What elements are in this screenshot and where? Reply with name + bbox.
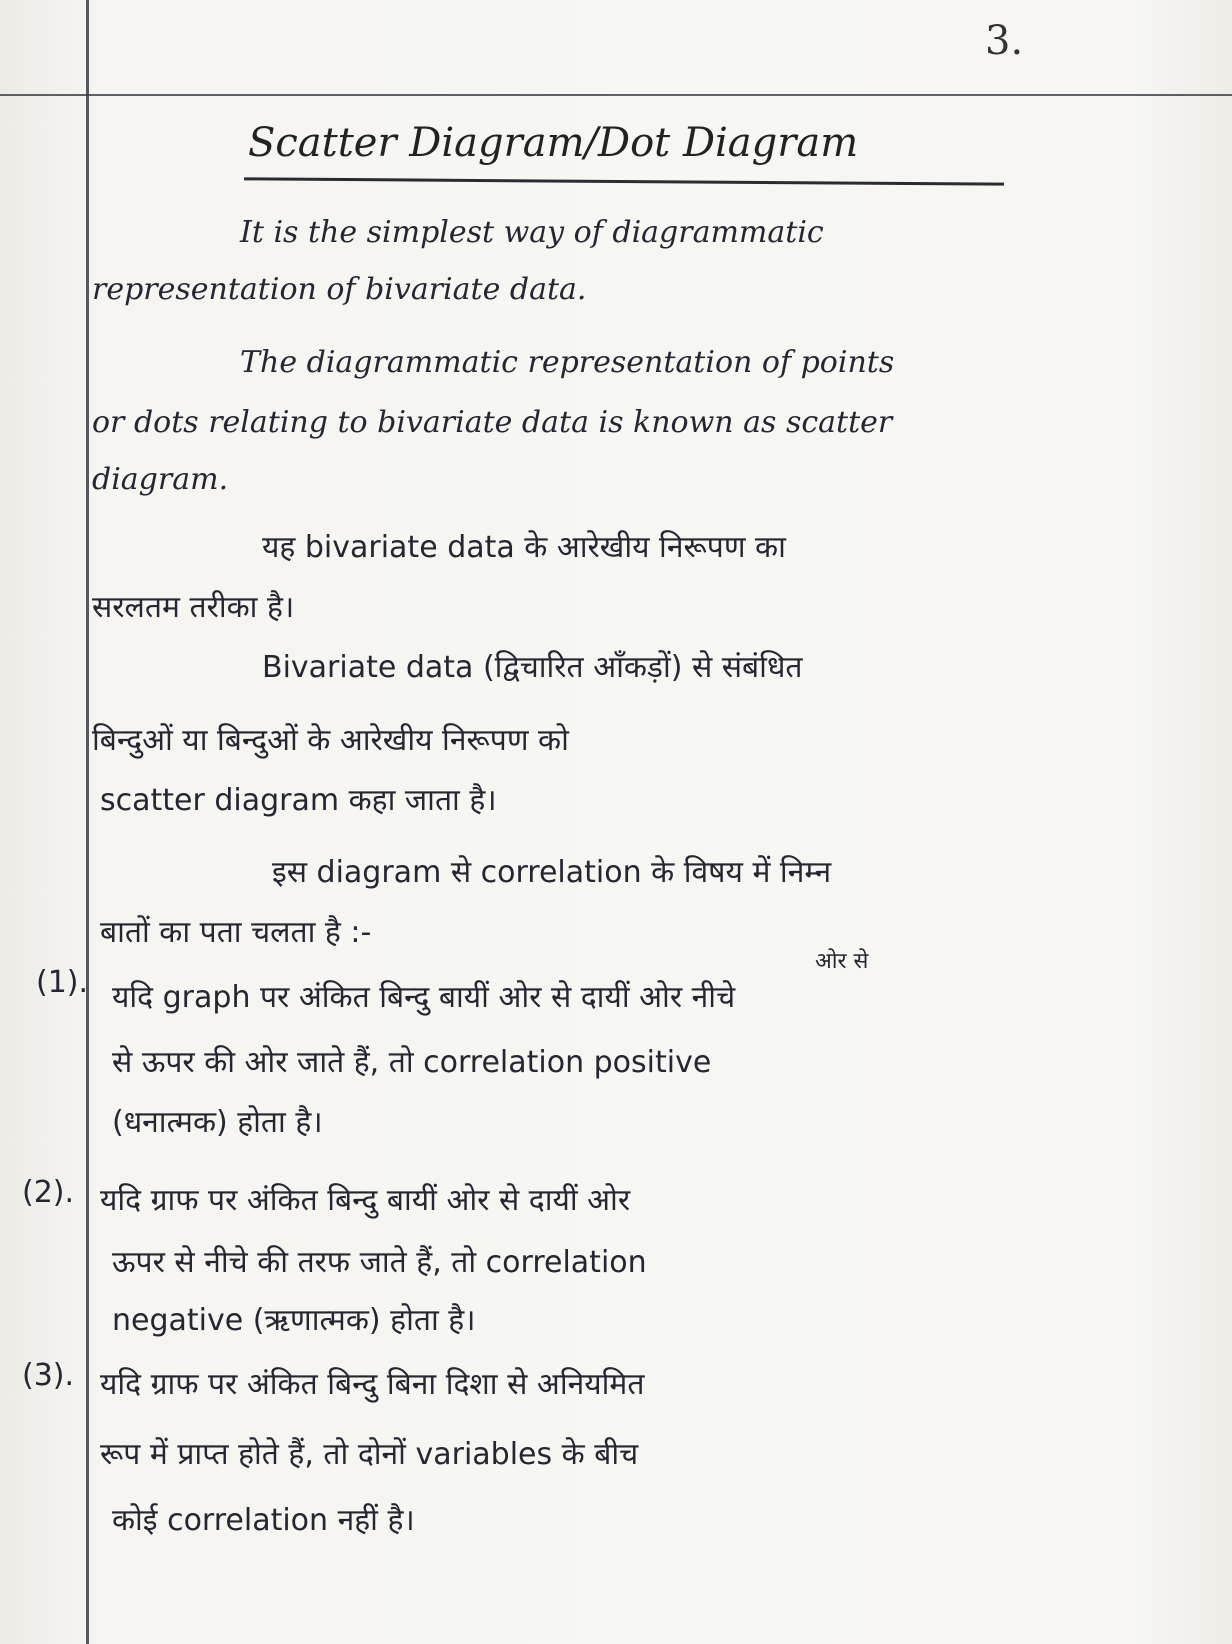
- point-1-number: (1).: [36, 965, 89, 1000]
- paragraph-4-line-2: बिन्दुओं या बिन्दुओं के आरेखीय निरूपण को: [92, 723, 569, 758]
- paragraph-4-line-1: Bivariate data (द्विचारित आँकड़ों) से संबंधित: [262, 650, 803, 685]
- point-3-line-1: यदि ग्राफ पर अंकित बिन्दु बिना दिशा से अनियमित: [100, 1367, 645, 1402]
- point-3-line-2: रूप में प्राप्त होते हैं, तो दोनों variables के बीच: [100, 1437, 639, 1472]
- point-2-line-2: ऊपर से नीचे की तरफ जाते हैं, तो correlation: [112, 1245, 647, 1280]
- paragraph-2-line-2: or dots relating to bivariate data is known as scatter: [92, 405, 893, 440]
- paragraph-5-line-2: बातों का पता चलता है :-: [100, 915, 372, 950]
- paragraph-2-line-1: The diagrammatic representation of points: [240, 345, 895, 380]
- paragraph-4-line-3: scatter diagram कहा जाता है।: [100, 783, 497, 818]
- top-rule-line: [0, 94, 1232, 96]
- point-3-number: (3).: [22, 1358, 75, 1393]
- margin-line: [86, 0, 89, 1644]
- paragraph-1-line-2: representation of bivariate data.: [92, 272, 587, 307]
- point-1-line-2: से ऊपर की ओर जाते हैं, तो correlation positive: [112, 1045, 712, 1080]
- page-number: 3.: [985, 18, 1024, 64]
- point-2-line-1: यदि ग्राफ पर अंकित बिन्दु बायीं ओर से दायीं ओर: [100, 1183, 631, 1218]
- title-underline: [244, 177, 1004, 185]
- point-1-line-3: (धनात्मक) होता है।: [112, 1105, 323, 1140]
- paragraph-1-line-1: It is the simplest way of diagrammatic: [240, 215, 824, 250]
- paragraph-2-line-3: diagram.: [92, 462, 229, 497]
- point-2-number: (2).: [22, 1175, 75, 1210]
- paragraph-3-line-1: यह bivariate data के आरेखीय निरूपण का: [262, 530, 786, 565]
- point-3-line-3: कोई correlation नहीं है।: [112, 1503, 415, 1538]
- page-title: Scatter Diagram/Dot Diagram: [248, 120, 859, 166]
- point-2-line-3: negative (ऋणात्मक) होता है।: [112, 1303, 476, 1338]
- point-1-insert-note: ओर से: [815, 949, 869, 974]
- point-1-line-1: यदि graph पर अंकित बिन्दु बायीं ओर से दायीं ओर नीचे: [112, 980, 736, 1015]
- paragraph-3-line-2: सरलतम तरीका है।: [92, 590, 295, 625]
- paragraph-5-line-1: इस diagram से correlation के विषय में निम्न: [272, 855, 832, 890]
